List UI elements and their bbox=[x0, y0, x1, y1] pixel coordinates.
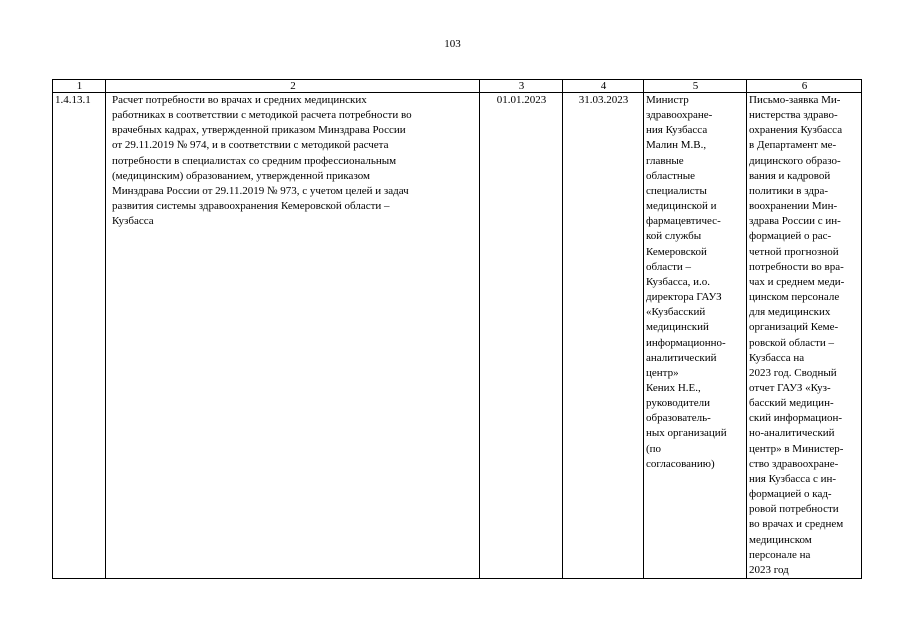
table-header-row bbox=[53, 80, 862, 93]
responsible-persons: Министр здравоохране- ния Кузбасса Малин М.В., главные областные специалисты медицинской и фармацевтичес- кой службы Кемеровской области – Кузбасса, и.о. директора ГАУЗ «Кузбасский медицинский информационно- аналитический центр» Кених Н.Е., руководители образователь- ных организаций (по согласованию) bbox=[646, 94, 727, 470]
description-cell bbox=[106, 93, 480, 579]
end-date-cell bbox=[563, 93, 644, 579]
start-date-cell bbox=[480, 93, 563, 579]
column-header-6: 6 bbox=[747, 80, 862, 93]
plan-table bbox=[52, 79, 862, 579]
start-date: 01.01.2023 bbox=[496, 94, 547, 106]
page-number: 103 bbox=[444, 38, 461, 50]
end-date: 31.03.2023 bbox=[578, 94, 629, 106]
result-cell bbox=[747, 93, 862, 579]
column-header-5: 5 bbox=[644, 80, 747, 93]
table-row bbox=[53, 93, 862, 579]
item-code-cell bbox=[53, 93, 106, 579]
column-header-3: 3 bbox=[480, 80, 563, 93]
column-header-1: 1 bbox=[53, 80, 106, 93]
column-header-4: 4 bbox=[563, 80, 644, 93]
responsible-cell bbox=[644, 93, 747, 579]
expected-result: Письмо-заявка Ми- нистерства здраво- охранения Кузбасса в Департамент ме- дицинского образо- вания и кадровой политики в здра- воохранении Мин- здрава России с ин- формацией о рас- четной прогнозной потребности во вра- чах и среднем меди- цинском персонале для медицинских организаций Кеме- ровской области – Кузбасса на 2023 год. Сводный отчет ГАУЗ «Куз- басский медицин- ский информацион- но-аналитический центр» в Министер- ство здравоохране- ния Кузбасса с ин- формацией о кад- ровой потребности во врачах и среднем медицинском персонале на 2023 год bbox=[749, 94, 845, 576]
column-header-2: 2 bbox=[106, 80, 480, 93]
item-description: Расчет потребности во врачах и средних медицинских работниках в соответствии с методикой расчета потребности во врачебных кадрах, утвержденной приказом Минздрава России от 29.11.2019 № 974, и в соответствии с методикой расчета потребности в специалистах со средним профессиональным (медицинским) образованием, утвержденной приказом Минздрава России от 29.11.2019 № 973, с учетом целей и задач развития системы здравоохранения Кемеровской области – Кузбасса bbox=[112, 94, 412, 228]
item-code: 1.4.13.1 bbox=[55, 94, 91, 106]
